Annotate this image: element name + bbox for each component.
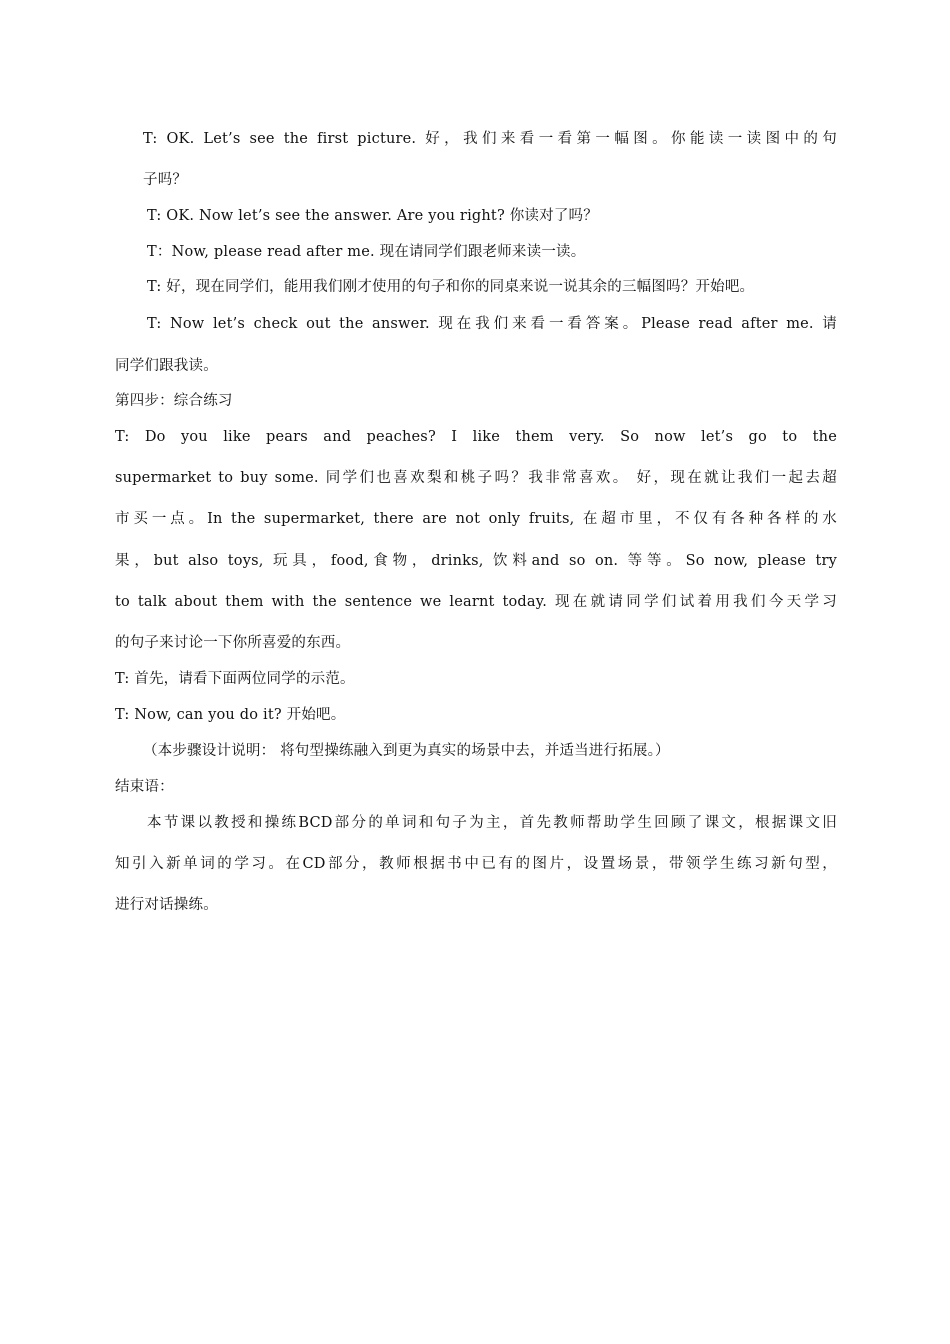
dialogue-line-continuation: 子吗？ [143, 172, 188, 188]
conclusion-paragraph-continuation: 知引入新单词的学习。在CD部分，教师根据书中已有的图片，设置场景，带领学生练习新句型， [115, 856, 837, 872]
dialogue-line: T: Now, can you do it? 开始吧。 [115, 707, 346, 723]
conclusion-paragraph-continuation: 进行对话操练。 [115, 897, 218, 913]
dialogue-line-continuation: 果，but also toys, 玩具，food,食物，drinks, 饮料and so on. 等等。So now, please try [115, 553, 837, 569]
dialogue-line: T：Now, please read after me. 现在请同学们跟老师来读一读。 [147, 244, 586, 260]
section-heading: 第四步：综合练习 [115, 393, 233, 409]
dialogue-line: T: 首先，请看下面两位同学的示范。 [115, 671, 355, 687]
section-heading: 结束语： [115, 779, 174, 795]
dialogue-line: T: 好，现在同学们，能用我们刚才使用的句子和你的同桌来说一说其余的三幅图吗？开始吧。 [147, 279, 755, 295]
dialogue-line-continuation: 市买一点。In the supermarket, there are not only fruits, 在超市里，不仅有各种各样的水 [115, 511, 837, 527]
dialogue-line-continuation: 同学们跟我读。 [115, 358, 218, 374]
dialogue-line-continuation: to talk about them with the sentence we learnt today. 现在就请同学们试着用我们今天学习 [115, 594, 837, 610]
dialogue-line: T: Now let’s check out the answer. 现在我们来看一看答案。Please read after me. 请 [147, 316, 837, 332]
dialogue-line: T: OK. Let’s see the first picture. 好，我们来看一看第一幅图。你能读一读图中的句 [143, 131, 837, 147]
dialogue-line: T: Do you like pears and peaches? I like them very. So now let’s go to the [115, 429, 837, 445]
dialogue-line-continuation: supermarket to buy some. 同学们也喜欢梨和桃子吗？我非常喜欢。 好，现在就让我们一起去超 [115, 470, 837, 486]
dialogue-line-continuation: 的句子来讨论一下你所喜爱的东西。 [115, 635, 351, 651]
conclusion-paragraph: 本节课以教授和操练BCD部分的单词和句子为主，首先教师帮助学生回顾了课文，根据课文旧 [147, 815, 837, 831]
design-note: （本步骤设计说明： 将句型操练融入到更为真实的场景中去，并适当进行拓展。） [143, 743, 670, 759]
dialogue-line: T: OK. Now let’s see the answer. Are you right? 你读对了吗？ [147, 208, 598, 224]
